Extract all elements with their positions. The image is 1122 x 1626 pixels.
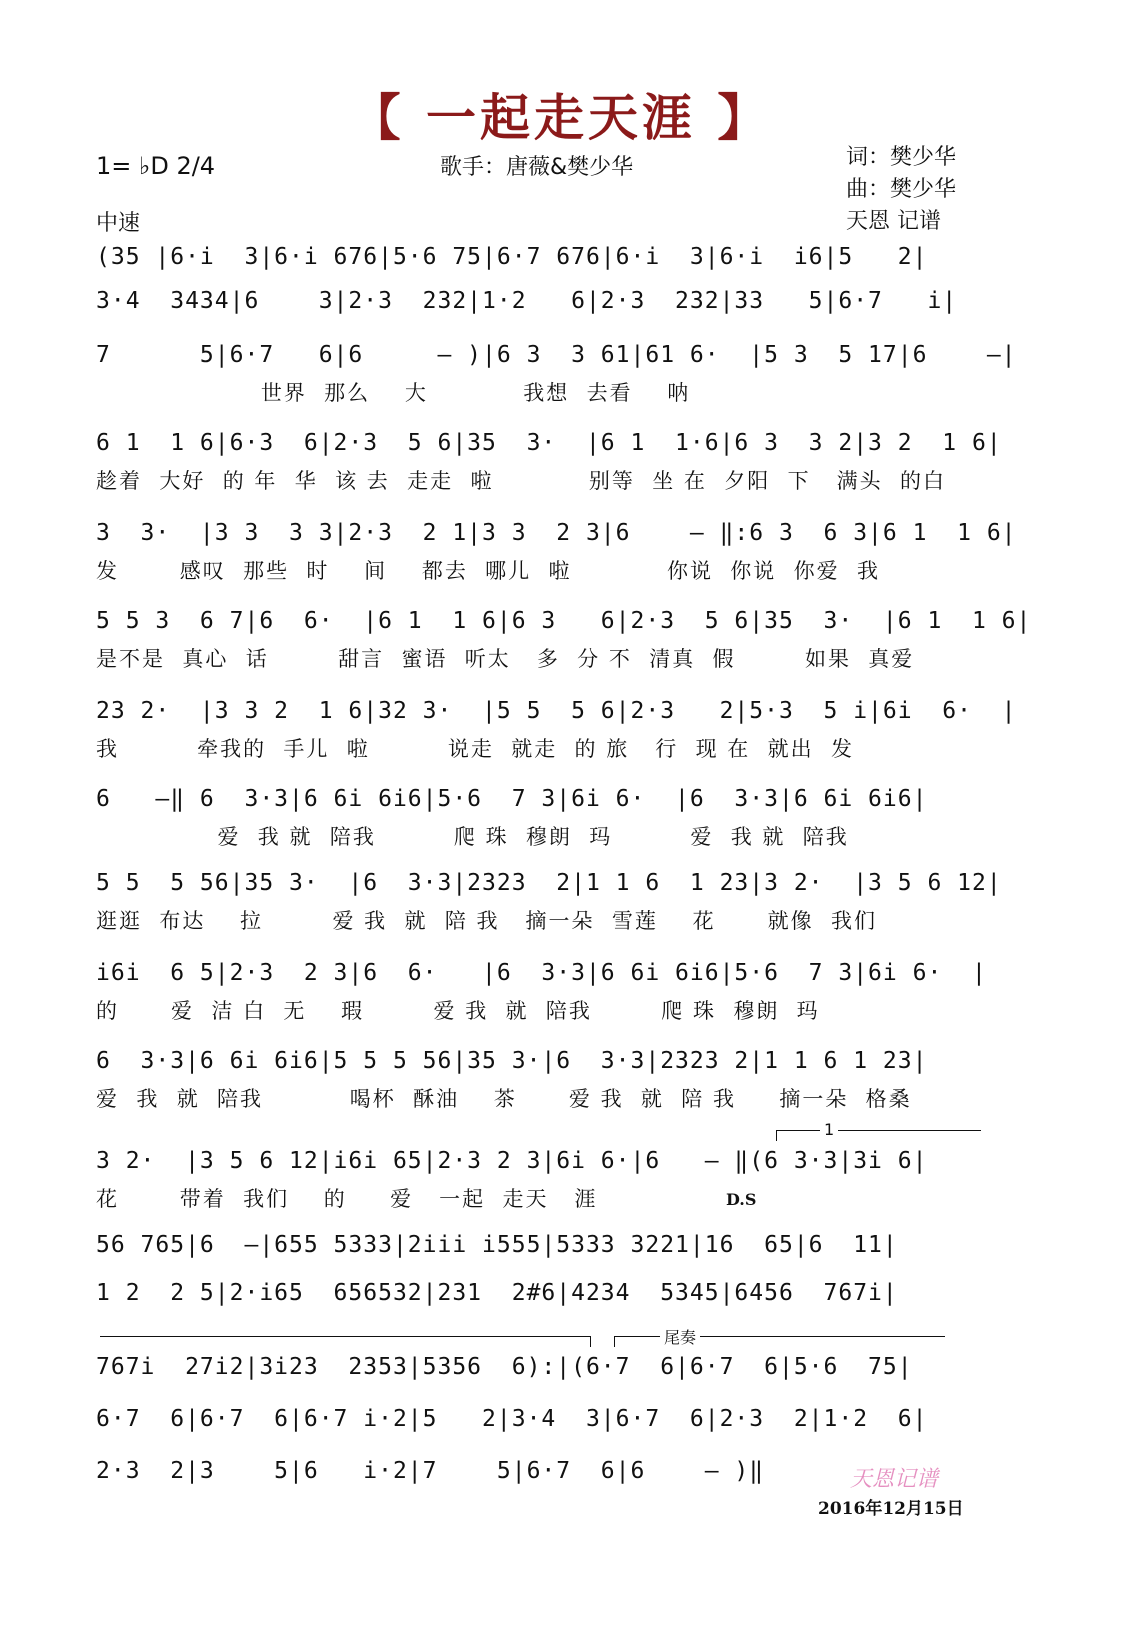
lyrics-line: 花 带着 我们 的 爱 一起 走天 涯 — [96, 1187, 598, 1211]
tempo-marking: 中速 — [96, 211, 141, 236]
lyrics-line: 是不是 真心 话 甜言 蜜语 听太 多 分 不 清真 假 如果 真爱 — [96, 647, 915, 671]
score-system — [96, 1354, 986, 1381]
score-system — [96, 244, 986, 271]
notation-line: 3 3· |3 3 3 3|2·3 2 1|3 3 2 3|6 — ‖:6 3 6 3|6 1 1 6| — [96, 520, 1017, 546]
notation-line: 3 2· |3 5 6 12|i6i 65|2·3 2 3|6i 6·|6 — ‖(6 3·3|3i 6| — [96, 1148, 928, 1174]
score-system — [96, 698, 1017, 763]
transcription-date: 2016年12月15日 — [818, 1499, 964, 1519]
song-title: 【 一起走天涯 】 — [350, 88, 772, 147]
coda-label: 尾奏 — [660, 1325, 700, 1348]
notation-line: 7 5|6·7 6|6 — )|6 3 3 61|61 6· |5 3 5 17|6 —| — [96, 342, 1017, 368]
lyricist-credit: 词：樊少华 — [846, 145, 957, 170]
score-system — [96, 1232, 986, 1259]
score-system — [96, 1148, 986, 1213]
notation-line: 56 765|6 —|655 5333|2iii i555|5333 3221|16 65|6 11| — [96, 1232, 898, 1258]
notation-line: 767i 27i2|3i23 2353|5356 6):|(6·7 6|6·7 6|5·6 75| — [96, 1354, 913, 1380]
notation-line: (35 |6·i 3|6·i 676|5·6 75|6·7 676|6·i 3|6·i i6|5 2| — [96, 244, 928, 270]
score-system — [96, 288, 986, 315]
notation-line: 1 2 2 5|2·i65 656532|231 2#6|4234 5345|6456 767i| — [96, 1280, 898, 1306]
lyrics-line: 趁着 大好 的 年 华 该 去 走走 啦 别等 坐 在 夕阳 下 满头 的白 — [96, 469, 946, 493]
lyrics-line: 爱 我 就 陪我 爬 珠 穆朗 玛 爱 我 就 陪我 — [96, 825, 849, 849]
key-signature: 1= ♭D 2/4 — [96, 152, 216, 180]
notation-line: 5 5 5 56|35 3· |6 3·3|2323 2|1 1 6 1 23|3 2· |3 5 6 12| — [96, 870, 1002, 896]
notation-line: 5 5 3 6 7|6 6· |6 1 1 6|6 3 6|2·3 5 6|35 3· |6 1 1 6| — [96, 608, 1032, 634]
notation-line: 2·3 2|3 5|6 i·2|7 5|6·7 6|6 — )‖ — [96, 1458, 765, 1484]
first-ending-label: 1 — [820, 1120, 838, 1139]
transcriber-credit: 天恩 记谱 — [846, 209, 941, 234]
lyrics-line: 爱 我 就 陪我 喝杯 酥油 茶 爱 我 就 陪 我 摘一朵 格桑 — [96, 1087, 912, 1111]
credits-block — [846, 142, 956, 238]
ds-marking: D.S — [726, 1190, 757, 1209]
notation-line: 23 2· |3 3 2 1 6|32 3· |5 5 5 6|2·3 2|5·3 5 i|6i 6· | — [96, 698, 1017, 724]
lyrics-line: 逛逛 布达 拉 爱 我 就 陪 我 摘一朵 雪莲 花 就像 我们 — [96, 909, 877, 933]
notation-line: 6·7 6|6·7 6|6·7 i·2|5 2|3·4 3|6·7 6|2·3 2|1·2 6| — [96, 1406, 928, 1432]
score-system — [96, 520, 1017, 585]
notation-line: 6 3·3|6 6i 6i6|5 5 5 56|35 3·|6 3·3|2323 2|1 1 6 1 23| — [96, 1048, 928, 1074]
repeat-bracket — [100, 1336, 591, 1347]
notation-line: 6 1 1 6|6·3 6|2·3 5 6|35 3· |6 1 1·6|6 3 3 2|3 2 1 6| — [96, 430, 1002, 456]
singer-credit: 歌手：唐薇&樊少华 — [440, 155, 634, 180]
score-system — [96, 1406, 986, 1433]
score-system — [96, 960, 986, 1025]
score-system — [96, 342, 1017, 407]
transcriber-watermark: 天恩记谱 — [850, 1467, 939, 1492]
lyrics-line: 世界 那么 大 我想 去看 呐 — [96, 381, 691, 405]
score-system — [96, 608, 1032, 673]
notation-line: i6i 6 5|2·3 2 3|6 6· |6 3·3|6 6i 6i6|5·6 7 3|6i 6· | — [96, 960, 987, 986]
score-system — [96, 430, 1002, 495]
notation-line: 3·4 3434|6 3|2·3 232|1·2 6|2·3 232|33 5|6·7 i| — [96, 288, 958, 314]
composer-credit: 曲：樊少华 — [846, 177, 957, 202]
score-system — [96, 870, 1002, 935]
first-ending-bracket — [776, 1130, 981, 1141]
score-system — [96, 786, 986, 851]
score-system — [96, 1048, 986, 1113]
lyrics-line: 我 牵我的 手儿 啦 说走 就走 的 旅 行 现 在 就出 发 — [96, 737, 854, 761]
lyrics-line: 发 感叹 那些 时 间 都去 哪儿 啦 你说 你说 你爱 我 — [96, 559, 881, 583]
lyrics-line: 的 爱 洁 白 无 瑕 爱 我 就 陪我 爬 珠 穆朗 玛 — [96, 999, 820, 1023]
score-system — [96, 1280, 986, 1307]
notation-line: 6 —‖ 6 3·3|6 6i 6i6|5·6 7 3|6i 6· |6 3·3|6 6i 6i6| — [96, 786, 928, 812]
